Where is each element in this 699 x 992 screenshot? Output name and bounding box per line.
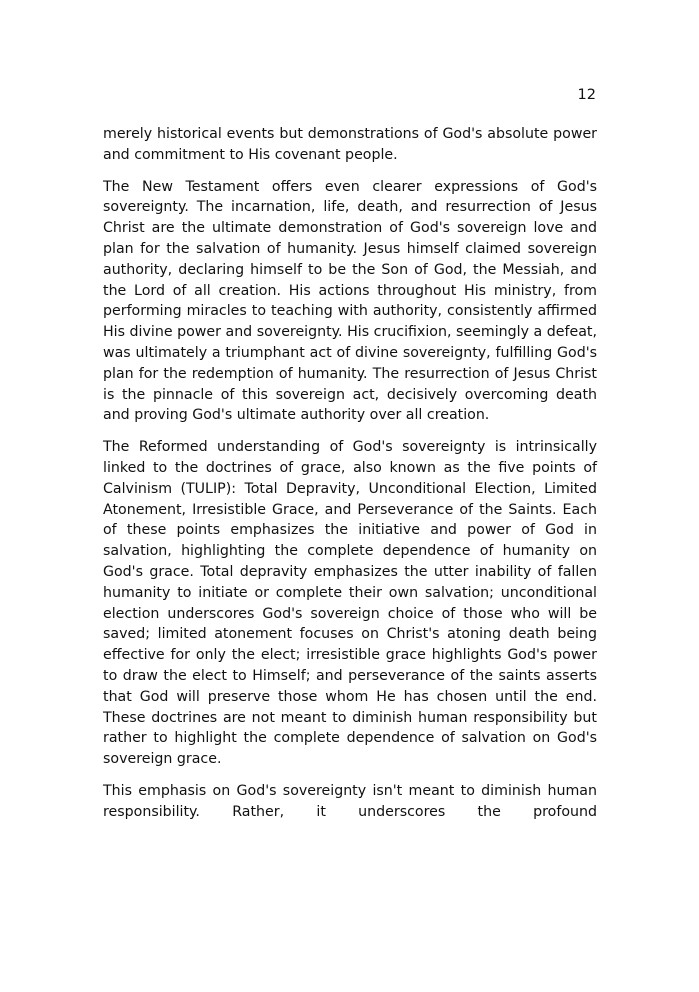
paragraph-reformed-tulip: The Reformed understanding of God's sovereignty is intrinsically linked to the doctrines of grace, also known as the five points of Calvinism (TULIP): Total Depravity, Unconditional Election, Limited Atonement, Irresistible Grace, and Perseverance of the Saints. Each of these points emphasizes the initiative and power of God in salvation, highlighting the complete dependence of humanity on God's grace. Total depravity emphasizes the utter inability of fallen humanity to initiate or complete their own salvation; unconditional election underscores God's sovereign choice of those who will be saved; limited atonement focuses on Christ's atoning death being effective for only the elect; irresistible grace highlights God's power to draw the elect to Himself; and perseverance of the saints asserts that God will preserve those whom He has chosen until the end. These doctrines are not meant to diminish human responsibility but rather to highlight the complete dependence of salvation on God's sovereign grace.: [103, 439, 597, 768]
page-number: 12: [577, 87, 596, 103]
paragraph-covenant-continuation: merely historical events but demonstrations of God's absolute power and commitment to His covenant people.: [103, 126, 597, 163]
paragraph-new-testament: The New Testament offers even clearer expressions of God's sovereignty. The incarnation, life, death, and resurrection of Jesus Christ are the ultimate demonstration of God's sovereign love and plan for the salvation of humanity. Jesus himself claimed sovereign authority, declaring himself to be the Son of God, the Messiah, and the Lord of all creation. His actions throughout His ministry, from performing miracles to teaching with authority, consistently affirmed His divine power and sovereignty. His crucifixion, seemingly a defeat, was ultimately a triumphant act of divine sovereignty, fulfilling God's plan for the redemption of humanity. The resurrection of Jesus Christ is the pinnacle of this sovereign act, decisively overcoming death and proving God's ultimate authority over all creation.: [103, 178, 597, 424]
paragraph-human-responsibility: This emphasis on God's sovereignty isn't meant to diminish human responsibility. Rather, it underscores the profound: [103, 782, 597, 820]
body-text: [103, 124, 597, 834]
